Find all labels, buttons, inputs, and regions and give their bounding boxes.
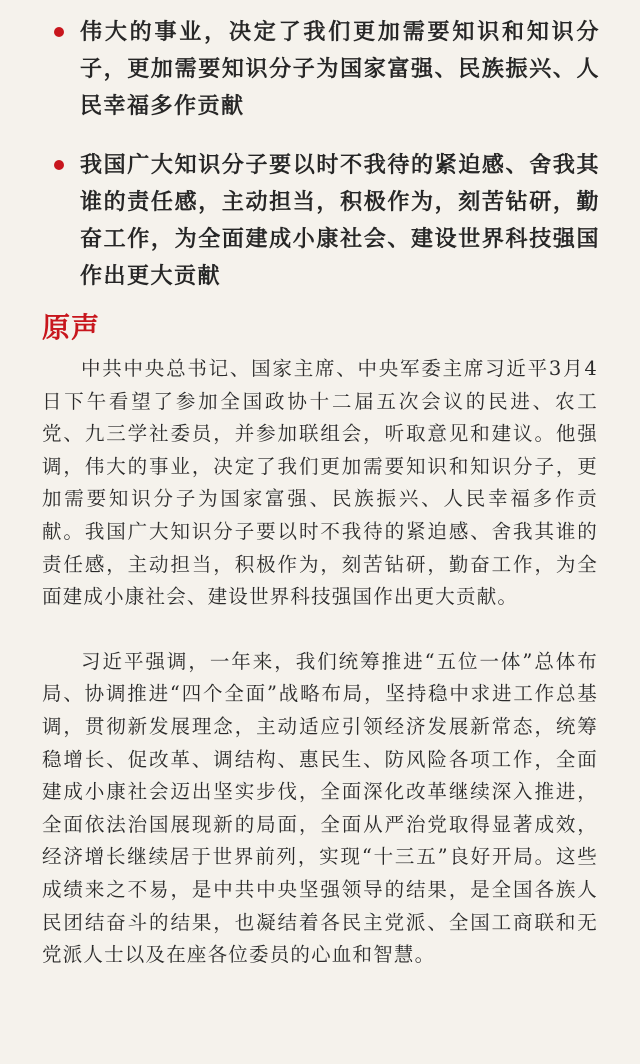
bullet-dot-icon: [54, 27, 64, 37]
key-points-list: [0, 14, 640, 317]
section-heading: 原声: [42, 311, 101, 344]
key-point-item: [0, 147, 640, 295]
key-point-text: 我国广大知识分子要以时不我待的紧迫感、舍我其谁的责任感，主动担当，积极作为，刻苦钻研，勤奋工作，为全面建成小康社会、建设世界科技强国作出更大贡献: [80, 152, 600, 289]
article-paragraph: 中共中央总书记、国家主席、中央军委主席习近平3月4日下午看望了参加全国政协十二届五次会议的民进、农工党、九三学社委员，并参加联组会，听取意见和建议。他强调，伟大的事业，决定了我们更加需要知识和知识分子，更加需要知识分子为国家富强、民族振兴、人民幸福多作贡献。我国广大知识分子要以时不我待的紧迫感、舍我其谁的责任感，主动担当，积极作为，刻苦钻研，勤奋工作，为全面建成小康社会、建设世界科技强国作出更大贡献。: [42, 357, 598, 609]
bullet-dot-icon: [54, 160, 64, 170]
article-paragraph: 习近平强调，一年来，我们统筹推进“五位一体”总体布局、协调推进“四个全面”战略布局，坚持稳中求进工作总基调，贯彻新发展理念，主动适应引领经济发展新常态，统筹稳增长、促改革、调结构、惠民生、防风险各项工作，全面建成小康社会迈出坚实步伐，全面深化改革继续深入推进，全面依法治国展现新的局面，全面从严治党取得显著成效，经济增长继续居于世界前列，实现“十三五”良好开局。这些成绩来之不易，是中共中央坚强领导的结果，是全国各族人民团结奋斗的结果，也凝结着各民主党派、全国工商联和无党派人士以及在座各位委员的心血和智慧。: [42, 649, 598, 967]
key-point-text: 伟大的事业，决定了我们更加需要知识和知识分子，更加需要知识分子为国家富强、民族振兴、人民幸福多作贡献: [80, 19, 600, 119]
article-body: [42, 353, 598, 1004]
key-point-item: [0, 14, 640, 125]
